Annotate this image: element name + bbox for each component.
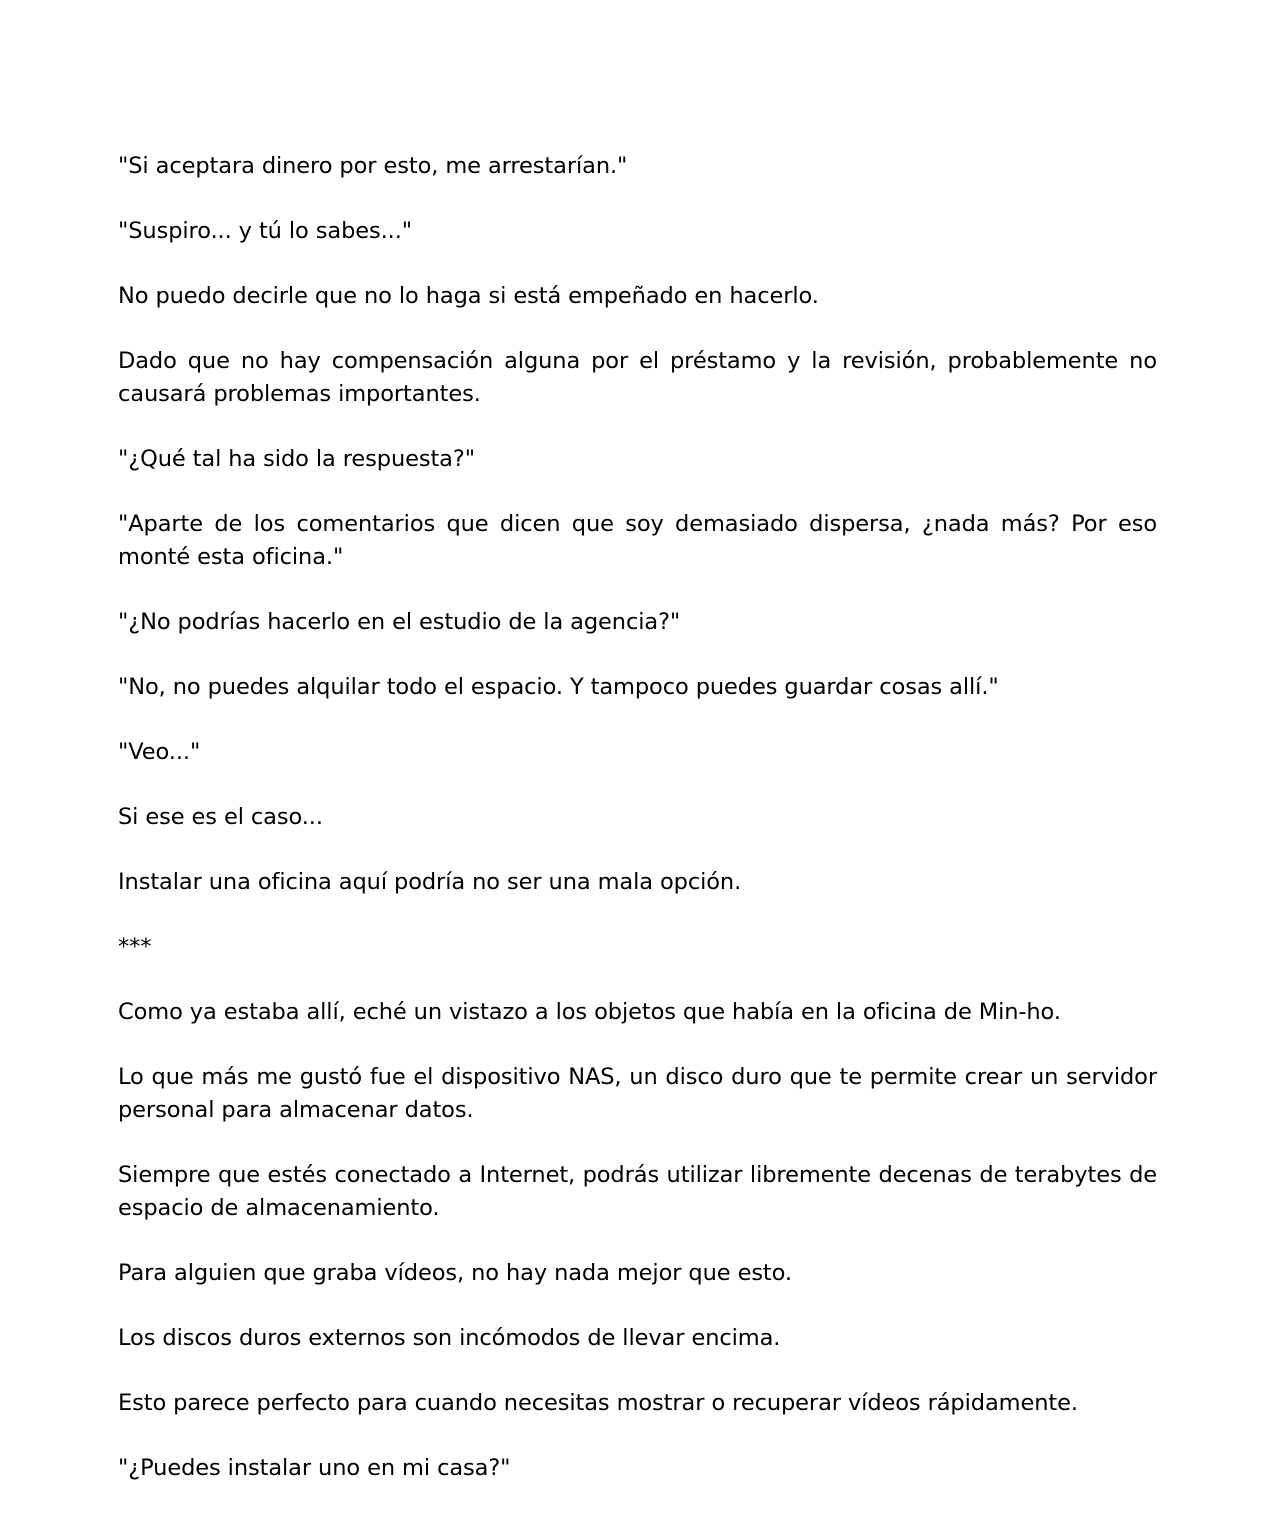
paragraph: Esto parece perfecto para cuando necesitas mostrar o recuperar vídeos rápidamente.	[118, 1390, 1078, 1416]
paragraph: Siempre que estés conectado a Internet, podrás utilizar libremente decenas de terabytes de espacio de almacenamiento.	[118, 1162, 1157, 1221]
paragraph: "¿Puedes instalar uno en mi casa?"	[118, 1455, 511, 1481]
paragraph: Dado que no hay compensación alguna por el préstamo y la revisión, probablemente no causará problemas importantes.	[118, 348, 1157, 407]
paragraph: Si ese es el caso...	[118, 804, 323, 830]
paragraph: "No, no puedes alquilar todo el espacio. Y tampoco puedes guardar cosas allí."	[118, 674, 999, 700]
paragraph: "Aparte de los comentarios que dicen que soy demasiado dispersa, ¿nada más? Por eso monté esta oficina."	[118, 511, 1157, 570]
paragraph: Como ya estaba allí, eché un vistazo a los objetos que había en la oficina de Min-ho.	[118, 999, 1061, 1025]
paragraph: "¿Qué tal ha sido la respuesta?"	[118, 446, 475, 472]
scene-break: ***	[118, 934, 152, 960]
paragraph: "Si aceptara dinero por esto, me arrestarían."	[118, 153, 628, 179]
paragraph: Los discos duros externos son incómodos de llevar encima.	[118, 1325, 781, 1351]
paragraph: Instalar una oficina aquí podría no ser una mala opción.	[118, 869, 742, 895]
paragraph: Para alguien que graba vídeos, no hay nada mejor que esto.	[118, 1260, 792, 1286]
paragraph: "¿No podrías hacerlo en el estudio de la agencia?"	[118, 609, 681, 635]
paragraph: Lo que más me gustó fue el dispositivo NAS, un disco duro que te permite crear un servidor personal para almacenar datos.	[118, 1064, 1157, 1123]
paragraph: "Suspiro... y tú lo sabes..."	[118, 218, 413, 244]
paragraph: No puedo decirle que no lo haga si está empeñado en hacerlo.	[118, 283, 819, 309]
paragraph: "Veo..."	[118, 739, 201, 765]
